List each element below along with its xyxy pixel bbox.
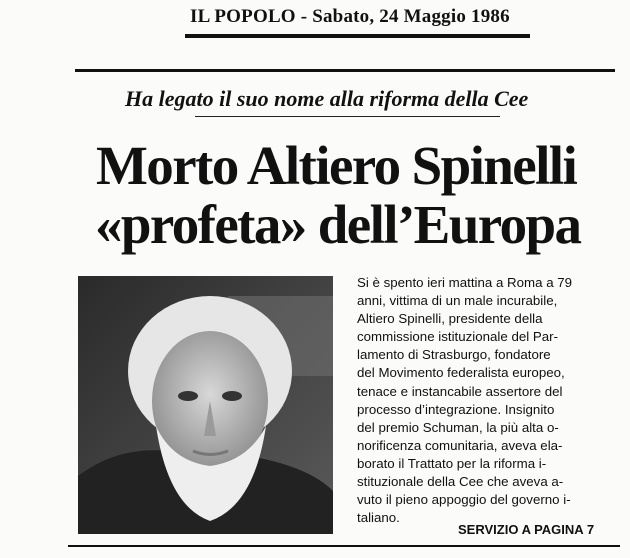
article-bottom-rule xyxy=(68,545,620,547)
kicker-underline xyxy=(195,116,500,117)
body-line: del premio Schuman, la più alta o- xyxy=(357,419,559,435)
masthead-rule xyxy=(185,34,530,38)
body-line: anni, vittima di un male incurabile, xyxy=(357,293,558,309)
body-line: tenace e instancabile assertore del xyxy=(357,383,563,399)
article-body xyxy=(357,274,619,527)
body-line: stituzionale della Cee che aveva a- xyxy=(357,474,564,490)
body-line: lamento di Strasburgo, fondatore xyxy=(357,347,551,363)
body-line: norificenza comunitaria, aveva ela- xyxy=(357,437,563,453)
body-line: processo d’integrazione. Insignito xyxy=(357,401,555,417)
body-line: borato il Trattato per la riforma i- xyxy=(357,455,547,471)
jump-line[interactable]: SERVIZIO A PAGINA 7 xyxy=(458,522,595,537)
headline-line-1: Morto Altiero Spinelli xyxy=(96,135,577,196)
masthead: IL POPOLO - Sabato, 24 Maggio 1986 xyxy=(190,6,510,27)
body-line: Altiero Spinelli, presidente della xyxy=(357,311,543,327)
body-line: taliano. xyxy=(357,510,400,526)
body-line: del Movimento federalista europeo, xyxy=(357,365,565,381)
portrait-photo xyxy=(78,276,333,534)
headline-line-2: «profeta» dell’Europa xyxy=(95,194,581,255)
kicker: Ha legato il suo nome alla riforma della Cee xyxy=(125,86,529,111)
article-top-rule xyxy=(75,69,615,72)
body-line: commissione istituzionale del Par- xyxy=(357,329,559,345)
body-line: Si è spento ieri mattina a Roma a 79 xyxy=(357,275,573,290)
body-line: vuto il pieno appoggio del governo i- xyxy=(357,492,571,508)
